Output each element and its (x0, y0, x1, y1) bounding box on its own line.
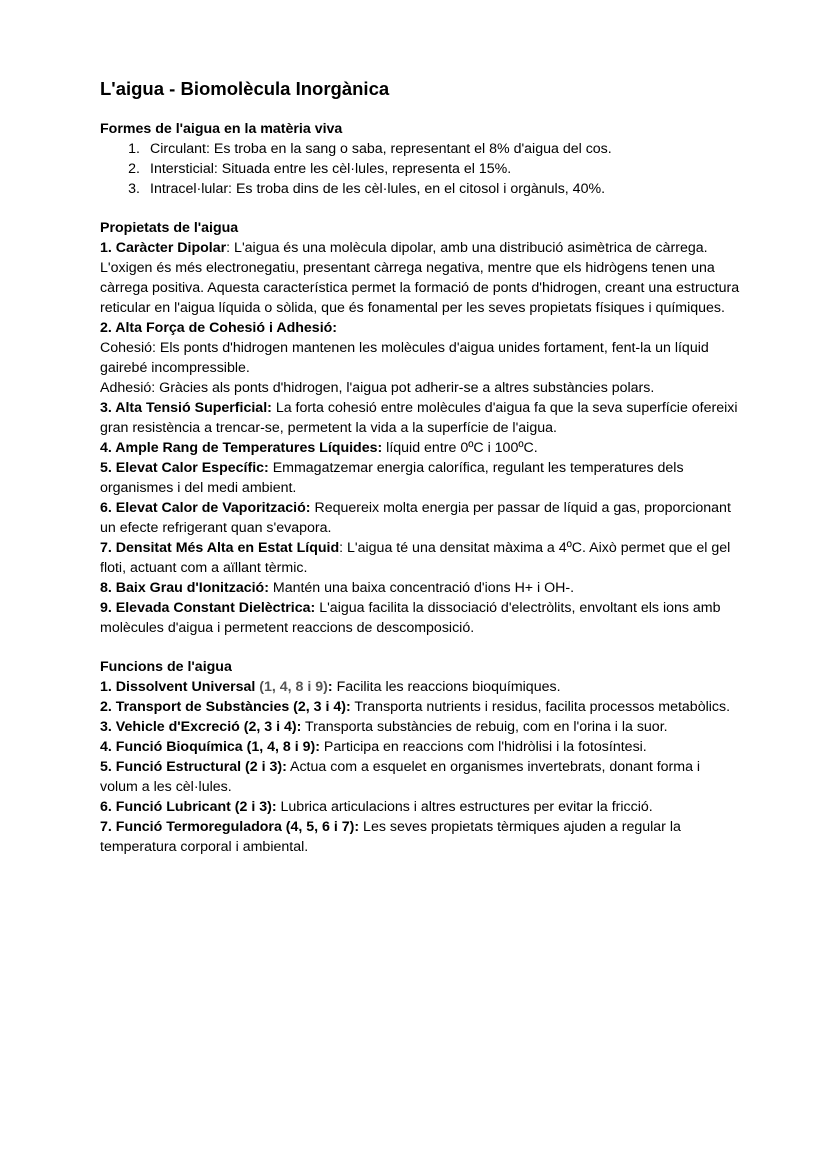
funcio-1-text: Facilita les reaccions bioquímiques. (332, 679, 561, 695)
propietat-6-text: Requereix molta energia per passar de líquid a gas, proporcionant un efecte refrigerant quan s'evapora. (100, 500, 731, 536)
funcio-5-title: 5. Funció Estructural (2 i 3): (100, 759, 287, 775)
propietat-1 (100, 238, 740, 318)
formes-list (100, 139, 740, 199)
propietat-4-text: líquid entre 0ºC i 100ºC. (382, 440, 538, 456)
propietat-7 (100, 538, 740, 578)
propietats-section (100, 218, 740, 638)
propietat-2-adhesio: Adhesió: Gràcies als ponts d'hidrogen, l'aigua pot adherir-se a altres substàncies polars. (100, 380, 655, 396)
funcio-1-colon: : (327, 679, 333, 695)
propietats-heading: Propietats de l'aigua (100, 220, 239, 236)
list-text: Intersticial: Situada entre les cèl·lules, representa el 15%. (150, 161, 512, 177)
list-text: Intracel·lular: Es troba dins de les cèl·lules, en el citosol i orgànuls, 40%. (150, 181, 606, 197)
propietat-6-title: 6. Elevat Calor de Vaporització: (100, 500, 311, 516)
propietat-8-title: 8. Baix Grau d'Ionització: (100, 580, 269, 596)
funcio-3-title: 3. Vehicle d'Excreció (2, 3 i 4): (100, 719, 302, 735)
list-item (100, 179, 740, 199)
funcio-1 (100, 677, 740, 697)
list-number: 3. (128, 181, 140, 197)
propietat-1-text: : L'aigua és una molècula dipolar, amb una distribució asimètrica de càrrega. L'oxigen és més electronegatiu, presentant càrrega negativa, mentre que els hidrògens tenen una càrrega positiva. Aquesta característica permet la formació de ponts d'hidrogen, creant una estructura reticular en l'aigua líquida o sòlida, que és fonamental per les seves propietats físiques i químiques. (100, 240, 740, 316)
propietat-9 (100, 598, 740, 638)
funcio-1-refs: (1, 4, 8 i 9) (255, 679, 328, 695)
funcio-4-title: 4. Funció Bioquímica (1, 4, 8 i 9): (100, 739, 320, 755)
propietat-4 (100, 438, 740, 458)
propietat-5 (100, 458, 740, 498)
list-number: 2. (128, 161, 140, 177)
document-page (100, 78, 740, 876)
propietat-8-text: Mantén una baixa concentració d'ions H+ i OH-. (268, 580, 575, 596)
propietat-3-text: La forta cohesió entre molècules d'aigua fa que la seva superfície ofereixi gran resistència a trencar-se, permetent la vida a la superfície de l'aigua. (100, 400, 738, 436)
propietat-9-text: L'aigua facilita la dissociació d'electròlits, envoltant els ions amb molècules d'aigua i permetent reaccions de descomposició. (100, 600, 721, 636)
funcio-6 (100, 797, 740, 817)
propietat-8 (100, 578, 740, 598)
propietat-5-text: Emmagatzemar energia calorífica, regulant les temperatures dels organismes i del medi ambient. (100, 460, 684, 496)
funcio-5-text: Actua com a esquelet en organismes invertebrats, donant forma i volum a les cèl·lules. (100, 759, 701, 795)
funcio-4-text: Participa en reaccions com l'hidròlisi i la fotosíntesi. (319, 739, 647, 755)
formes-section (100, 119, 740, 199)
propietat-7-title: 7. Densitat Més Alta en Estat Líquid (100, 540, 340, 556)
funcio-7-title: 7. Funció Termoreguladora (4, 5, 6 i 7): (100, 819, 360, 835)
propietat-6 (100, 498, 740, 538)
propietat-3 (100, 398, 740, 438)
propietat-1-title: 1. Caràcter Dipolar (100, 240, 227, 256)
funcions-section (100, 657, 740, 857)
funcio-6-text: Lubrica articulacions i altres estructures per evitar la fricció. (276, 799, 653, 815)
funcio-5 (100, 757, 740, 797)
formes-heading: Formes de l'aigua en la matèria viva (100, 121, 343, 137)
funcio-1-title: 1. Dissolvent Universal (100, 679, 256, 695)
propietat-2-title: 2. Alta Força de Cohesió i Adhesió: (100, 320, 338, 336)
propietat-5-title: 5. Elevat Calor Específic: (100, 460, 269, 476)
funcio-3-text: Transporta substàncies de rebuig, com en l'orina i la suor. (301, 719, 668, 735)
propietat-9-title: 9. Elevada Constant Dielèctrica: (100, 600, 316, 616)
propietat-2-cohesio: Cohesió: Els ponts d'hidrogen mantenen les molècules d'aigua unides fortament, fent-la un líquid gairebé incompressible. (100, 340, 709, 376)
funcio-2 (100, 697, 740, 717)
funcio-6-title: 6. Funció Lubricant (2 i 3): (100, 799, 277, 815)
propietat-4-title: 4. Ample Rang de Temperatures Líquides: (100, 440, 383, 456)
propietat-2 (100, 318, 740, 338)
list-item (100, 159, 740, 179)
list-number: 1. (128, 141, 140, 157)
funcio-7-text: Les seves propietats tèrmiques ajuden a regular la temperatura corporal i ambiental. (100, 819, 681, 855)
list-item (100, 139, 740, 159)
funcio-2-title: 2. Transport de Substàncies (2, 3 i 4): (100, 699, 351, 715)
funcions-heading: Funcions de l'aigua (100, 659, 232, 675)
funcio-7 (100, 817, 740, 857)
page-title: L'aigua - Biomolècula Inorgànica (100, 78, 390, 99)
funcio-4 (100, 737, 740, 757)
list-text: Circulant: Es troba en la sang o saba, representant el 8% d'aigua del cos. (150, 141, 612, 157)
propietat-3-title: 3. Alta Tensió Superficial: (100, 400, 272, 416)
funcio-2-text: Transporta nutrients i residus, facilita processos metabòlics. (350, 699, 731, 715)
funcio-3 (100, 717, 740, 737)
propietat-7-text: : L'aigua té una densitat màxima a 4ºC. Això permet que el gel floti, actuant com a aïllant tèrmic. (100, 540, 731, 576)
